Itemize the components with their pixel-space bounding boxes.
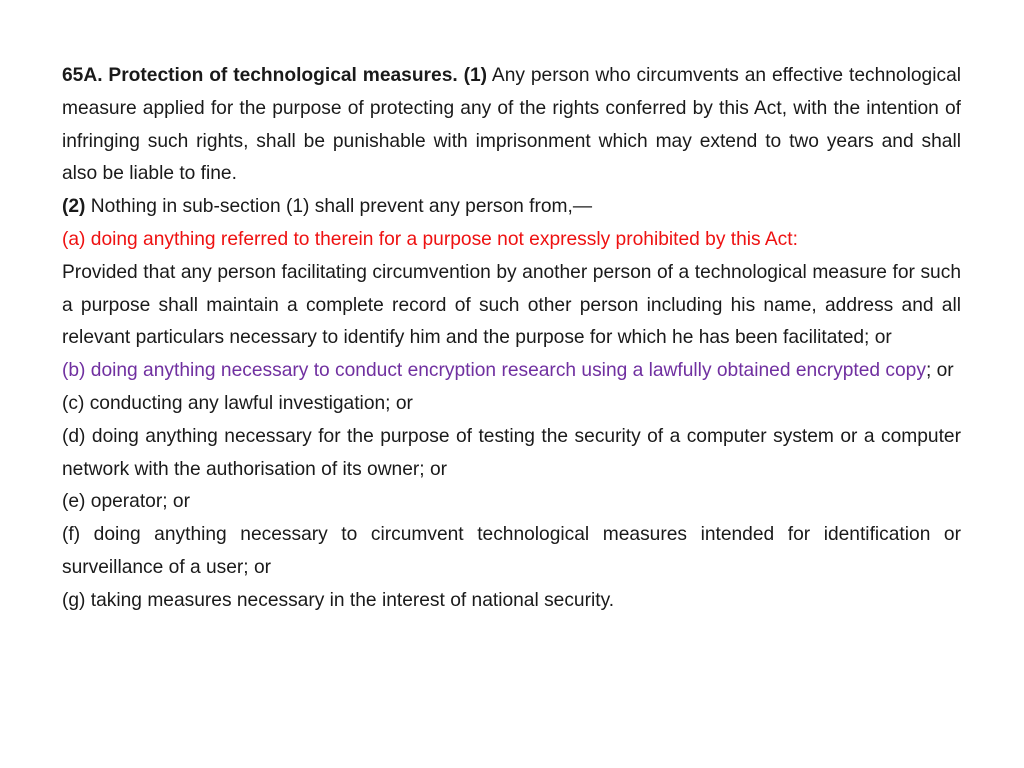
- clause-b: [62, 355, 961, 388]
- document-body: [62, 60, 961, 618]
- subsection-1-text: Any person who circumvents an effective technological measure applied for the purpose of protecting any of the rights conferred by this Act, with the intention of infringing such rights, shall be punishable with imprisonment which may extend to two years and shall also be liable to fine.: [62, 65, 962, 185]
- clause-e: (e) operator; or: [62, 491, 190, 513]
- clause-c: (c) conducting any lawful investigation; or: [62, 392, 413, 414]
- clause-b-text: (b) doing anything necessary to conduct encryption research using a lawfully obtained encrypted copy: [62, 360, 926, 382]
- section-65a-paragraph: [62, 60, 961, 191]
- clause-d: (d) doing anything necessary for the purpose of testing the security of a computer system or a computer network with the authorisation of its owner; or: [62, 425, 961, 480]
- clause-g: (g) taking measures necessary in the interest of national security.: [62, 589, 615, 611]
- clause-a: (a) doing anything referred to therein for a purpose not expressly prohibited by this Act:: [62, 228, 798, 250]
- section-heading: 65A. Protection of technological measures.: [62, 65, 458, 86]
- subsection-2-text: Nothing in sub-section (1) shall prevent any person from,—: [90, 196, 593, 218]
- subsection-1-marker: (1): [463, 65, 488, 86]
- subsection-2-marker: (2): [62, 196, 86, 218]
- clause-b-suffix: ; or: [925, 360, 954, 382]
- subsection-2-paragraph: [62, 191, 961, 224]
- proviso-paragraph: Provided that any person facilitating circumvention by another person of a technological measure for such a purpose shall maintain a complete record of such other person including his name, address and all relevant particulars necessary to identify him and the purpose for which he has been facilitated; or: [62, 261, 961, 349]
- clause-f: (f) doing anything necessary to circumvent technological measures intended for identification or surveillance of a user; or: [62, 524, 961, 578]
